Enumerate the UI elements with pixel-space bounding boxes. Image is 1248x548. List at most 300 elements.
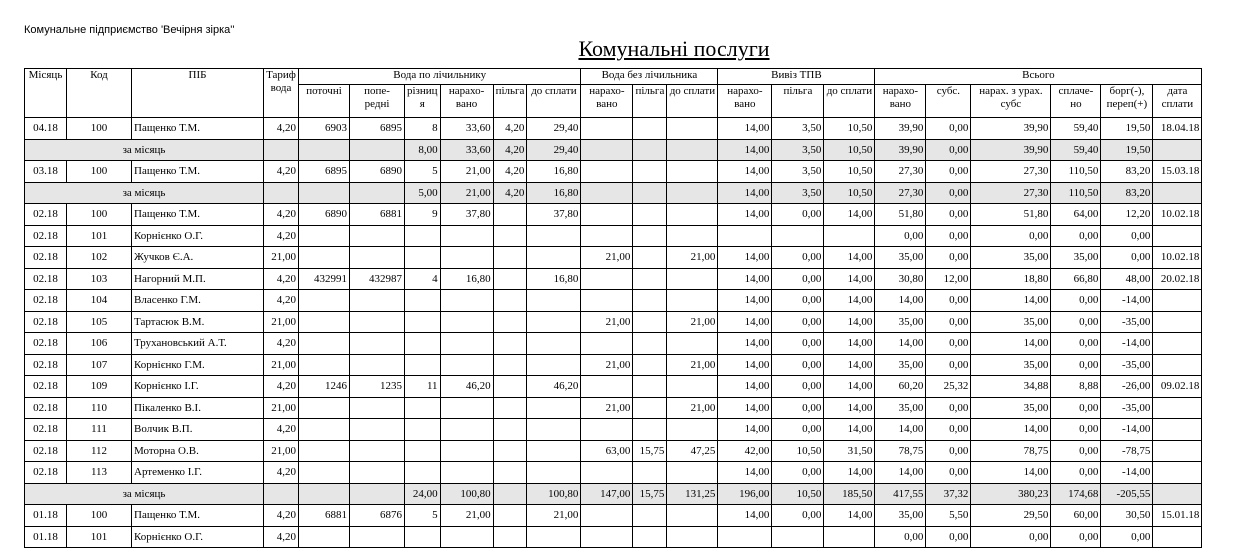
table-row [25, 290, 1202, 312]
cell [633, 354, 667, 376]
cell: 14,00 [971, 333, 1051, 355]
cell: 432991 [299, 268, 350, 290]
cell: 39,90 [875, 118, 926, 140]
cell [824, 225, 875, 247]
cell [350, 462, 405, 484]
cell: Моторна О.В. [132, 440, 264, 462]
cell [493, 354, 527, 376]
cell: 21,00 [264, 311, 299, 333]
cell [405, 290, 441, 312]
cell: 0,00 [1101, 526, 1153, 548]
cell: 417,55 [875, 483, 926, 505]
cell: 39,90 [971, 118, 1051, 140]
cell: 01.18 [25, 505, 67, 527]
cell [350, 526, 405, 548]
cell [633, 118, 667, 140]
cell: 14,00 [824, 311, 875, 333]
cell: 11 [405, 376, 441, 398]
cell [581, 161, 633, 183]
cell: 4,20 [264, 161, 299, 183]
cell [633, 290, 667, 312]
cell: 47,25 [667, 440, 718, 462]
cell [527, 526, 581, 548]
cell: 15,75 [633, 440, 667, 462]
cell [581, 182, 633, 204]
cell: 110 [67, 397, 132, 419]
cell [1153, 526, 1202, 548]
cell [1153, 483, 1202, 505]
cell [299, 462, 350, 484]
cell: 0,00 [926, 354, 971, 376]
cell [350, 419, 405, 441]
cell [350, 182, 405, 204]
cell: 01.18 [25, 526, 67, 548]
cell [1153, 397, 1202, 419]
cell: 02.18 [25, 225, 67, 247]
cell: 27,30 [875, 182, 926, 204]
cell: 78,75 [971, 440, 1051, 462]
cell: 6876 [350, 505, 405, 527]
cell [527, 354, 581, 376]
cell [493, 376, 527, 398]
cell: 0,00 [926, 333, 971, 355]
cell: 20.02.18 [1153, 268, 1202, 290]
cell [667, 462, 718, 484]
cell [299, 311, 350, 333]
cell [581, 204, 633, 226]
cell [527, 419, 581, 441]
cell: 51,80 [971, 204, 1051, 226]
cell: -78,75 [1101, 440, 1153, 462]
month-total-row [25, 139, 1202, 161]
cell: Артеменко І.Г. [132, 462, 264, 484]
cell: 10,50 [824, 139, 875, 161]
col-benefit: пільга [633, 85, 667, 118]
cell [633, 161, 667, 183]
cell: 02.18 [25, 440, 67, 462]
cell: 10.02.18 [1153, 204, 1202, 226]
cell [527, 333, 581, 355]
cell [718, 225, 772, 247]
cell: -35,00 [1101, 354, 1153, 376]
cell: 4,20 [493, 118, 527, 140]
cell: 432987 [350, 268, 405, 290]
cell: 12,00 [926, 268, 971, 290]
cell: 14,00 [824, 419, 875, 441]
col-benefit: пільга [493, 85, 527, 118]
cell: 14,00 [824, 376, 875, 398]
group-tpv: Вивіз ТПВ [718, 69, 875, 85]
cell: 83,20 [1101, 161, 1153, 183]
cell: 109 [67, 376, 132, 398]
cell: 0,00 [875, 526, 926, 548]
cell [633, 225, 667, 247]
cell: 4,20 [264, 419, 299, 441]
cell: 35,00 [875, 247, 926, 269]
cell: 35,00 [875, 354, 926, 376]
cell: 0,00 [1051, 311, 1101, 333]
col-topay: до сплати [824, 85, 875, 118]
cell: 4,20 [493, 182, 527, 204]
cell [581, 333, 633, 355]
cell: 37,80 [440, 204, 493, 226]
cell: 4,20 [264, 526, 299, 548]
cell [350, 139, 405, 161]
month-total-label: за місяць [25, 483, 264, 505]
cell: 21,00 [581, 397, 633, 419]
cell: 30,50 [1101, 505, 1153, 527]
cell [718, 526, 772, 548]
table-row [25, 397, 1202, 419]
cell: 14,00 [824, 290, 875, 312]
cell: 14,00 [824, 397, 875, 419]
cell [264, 139, 299, 161]
cell: Пащенко Т.М. [132, 204, 264, 226]
cell [633, 419, 667, 441]
cell [633, 397, 667, 419]
cell: 4,20 [264, 376, 299, 398]
cell: 4,20 [264, 268, 299, 290]
cell: 4,20 [493, 139, 527, 161]
organization-name: Комунальне підприємство 'Вечірня зірка'' [24, 24, 235, 36]
cell [405, 462, 441, 484]
cell: 14,00 [718, 290, 772, 312]
cell: -26,00 [1101, 376, 1153, 398]
table-body [25, 118, 1202, 548]
utilities-table [24, 68, 1202, 548]
cell: 8 [405, 118, 441, 140]
cell: 0,00 [1051, 419, 1101, 441]
cell: 6881 [350, 204, 405, 226]
table-row [25, 118, 1202, 140]
cell: -35,00 [1101, 311, 1153, 333]
cell [1153, 290, 1202, 312]
cell [633, 139, 667, 161]
cell [667, 505, 718, 527]
cell [824, 526, 875, 548]
col-charged-with-subsidy: нарах. з урах. субс [971, 85, 1051, 118]
cell: 0,00 [926, 290, 971, 312]
cell: 60,20 [875, 376, 926, 398]
cell: 0,00 [772, 333, 824, 355]
cell: 4,20 [264, 118, 299, 140]
cell [667, 419, 718, 441]
col-diff: різниц я [405, 85, 441, 118]
cell: 21,00 [667, 397, 718, 419]
cell: -14,00 [1101, 419, 1153, 441]
cell: 0,00 [926, 161, 971, 183]
cell: Корнієнко О.Г. [132, 225, 264, 247]
cell: 19,50 [1101, 118, 1153, 140]
cell: 380,23 [971, 483, 1051, 505]
cell: 14,00 [718, 462, 772, 484]
cell [440, 462, 493, 484]
cell [527, 225, 581, 247]
cell: 101 [67, 526, 132, 548]
col-previous: попе-редні [350, 85, 405, 118]
cell: 1246 [299, 376, 350, 398]
cell: 14,00 [718, 333, 772, 355]
table-row [25, 204, 1202, 226]
cell: 14,00 [824, 333, 875, 355]
cell [633, 333, 667, 355]
cell [299, 139, 350, 161]
cell: 10,50 [824, 118, 875, 140]
cell: 21,00 [581, 354, 633, 376]
cell: 0,00 [971, 225, 1051, 247]
cell: 14,00 [824, 247, 875, 269]
cell [440, 311, 493, 333]
cell: 4,20 [264, 204, 299, 226]
cell: 15.01.18 [1153, 505, 1202, 527]
cell [440, 225, 493, 247]
cell [299, 182, 350, 204]
cell [493, 290, 527, 312]
cell: 147,00 [581, 483, 633, 505]
month-total-label: за місяць [25, 182, 264, 204]
cell: -35,00 [1101, 397, 1153, 419]
cell: 6895 [299, 161, 350, 183]
cell [667, 526, 718, 548]
cell: 5,50 [926, 505, 971, 527]
cell: 16,80 [527, 161, 581, 183]
cell [527, 247, 581, 269]
cell: 64,00 [1051, 204, 1101, 226]
cell: 35,00 [875, 505, 926, 527]
cell: 16,80 [527, 182, 581, 204]
cell: -14,00 [1101, 462, 1153, 484]
cell: 112 [67, 440, 132, 462]
cell: 15.03.18 [1153, 161, 1202, 183]
cell: 196,00 [718, 483, 772, 505]
cell: 0,00 [772, 376, 824, 398]
table-row [25, 526, 1202, 548]
cell [405, 354, 441, 376]
cell [493, 247, 527, 269]
cell: 27,30 [875, 161, 926, 183]
cell: 35,00 [1051, 247, 1101, 269]
cell: 35,00 [971, 397, 1051, 419]
cell: 66,80 [1051, 268, 1101, 290]
cell: 02.18 [25, 290, 67, 312]
cell [581, 290, 633, 312]
cell: 14,00 [824, 268, 875, 290]
cell: 0,00 [926, 225, 971, 247]
cell [633, 311, 667, 333]
cell: 21,00 [581, 247, 633, 269]
cell [581, 139, 633, 161]
cell [581, 118, 633, 140]
cell: 0,00 [926, 139, 971, 161]
cell: 27,30 [971, 182, 1051, 204]
cell [493, 483, 527, 505]
cell: 14,00 [718, 505, 772, 527]
cell [405, 311, 441, 333]
cell: 14,00 [971, 462, 1051, 484]
cell [299, 440, 350, 462]
cell: 48,00 [1101, 268, 1153, 290]
cell: 0,00 [971, 526, 1051, 548]
cell: 14,00 [971, 290, 1051, 312]
cell [440, 333, 493, 355]
cell: 6895 [350, 118, 405, 140]
cell [1153, 419, 1202, 441]
cell [633, 462, 667, 484]
table-row [25, 354, 1202, 376]
cell: 0,00 [926, 311, 971, 333]
cell [350, 311, 405, 333]
cell [772, 526, 824, 548]
cell: 0,00 [1051, 526, 1101, 548]
cell [1153, 182, 1202, 204]
cell: 21,00 [440, 161, 493, 183]
cell [440, 354, 493, 376]
cell [350, 225, 405, 247]
cell: 100 [67, 505, 132, 527]
col-name: ПІБ [132, 69, 264, 118]
cell: 35,00 [875, 311, 926, 333]
cell: 14,00 [718, 118, 772, 140]
cell: 110,50 [1051, 182, 1101, 204]
cell [1153, 333, 1202, 355]
cell: 0,00 [1051, 397, 1101, 419]
cell: 78,75 [875, 440, 926, 462]
cell: 46,20 [527, 376, 581, 398]
cell: 0,00 [1051, 225, 1101, 247]
cell: 3,50 [772, 182, 824, 204]
cell: 0,00 [1051, 462, 1101, 484]
cell [405, 526, 441, 548]
cell [667, 333, 718, 355]
cell: 5 [405, 161, 441, 183]
cell [633, 505, 667, 527]
cell [440, 419, 493, 441]
cell: 102 [67, 247, 132, 269]
cell: 100,80 [440, 483, 493, 505]
cell: 0,00 [926, 204, 971, 226]
cell: 18,80 [971, 268, 1051, 290]
col-charged: нарахо-вано [718, 85, 772, 118]
cell: 02.18 [25, 419, 67, 441]
cell: -14,00 [1101, 290, 1153, 312]
cell: 113 [67, 462, 132, 484]
cell: 35,00 [971, 247, 1051, 269]
cell: 14,00 [824, 505, 875, 527]
cell: 0,00 [772, 290, 824, 312]
cell: 59,40 [1051, 139, 1101, 161]
cell [350, 247, 405, 269]
cell [1153, 139, 1202, 161]
cell: 4,20 [264, 290, 299, 312]
cell: 21,00 [527, 505, 581, 527]
cell [493, 462, 527, 484]
cell: Пащенко Т.М. [132, 505, 264, 527]
cell: 09.02.18 [1153, 376, 1202, 398]
cell: 31,50 [824, 440, 875, 462]
cell: 33,60 [440, 139, 493, 161]
cell [493, 505, 527, 527]
cell: 21,00 [667, 354, 718, 376]
cell: 14,00 [875, 462, 926, 484]
cell: 16,80 [440, 268, 493, 290]
cell: 21,00 [264, 247, 299, 269]
cell: 0,00 [926, 118, 971, 140]
cell: 103 [67, 268, 132, 290]
cell: 04.18 [25, 118, 67, 140]
cell: 02.18 [25, 204, 67, 226]
table-row [25, 440, 1202, 462]
cell [350, 290, 405, 312]
cell [527, 290, 581, 312]
cell [405, 440, 441, 462]
cell: 100 [67, 204, 132, 226]
cell: 0,00 [772, 462, 824, 484]
cell: 0,00 [772, 354, 824, 376]
cell: 14,00 [718, 376, 772, 398]
cell [299, 290, 350, 312]
col-benefit: пільга [772, 85, 824, 118]
cell: 3,50 [772, 161, 824, 183]
cell: 0,00 [926, 397, 971, 419]
cell: 30,80 [875, 268, 926, 290]
col-code: Код [67, 69, 132, 118]
cell [405, 397, 441, 419]
report-sheet [24, 68, 1202, 548]
table-row [25, 311, 1202, 333]
cell: 34,88 [971, 376, 1051, 398]
cell: 4,20 [264, 225, 299, 247]
cell: 6881 [299, 505, 350, 527]
cell: 21,00 [264, 354, 299, 376]
month-total-row [25, 182, 1202, 204]
cell [299, 354, 350, 376]
cell: 4,20 [264, 505, 299, 527]
cell: 29,40 [527, 139, 581, 161]
table-row [25, 333, 1202, 355]
cell [350, 397, 405, 419]
cell: 0,00 [1051, 333, 1101, 355]
cell [633, 268, 667, 290]
cell [667, 182, 718, 204]
cell [299, 247, 350, 269]
cell: 21,00 [440, 182, 493, 204]
cell: 21,00 [440, 505, 493, 527]
cell: 6903 [299, 118, 350, 140]
cell: 51,80 [875, 204, 926, 226]
cell: 60,00 [1051, 505, 1101, 527]
cell [581, 526, 633, 548]
cell [633, 182, 667, 204]
cell: 25,32 [926, 376, 971, 398]
cell: 174,68 [1051, 483, 1101, 505]
cell [493, 419, 527, 441]
cell [405, 247, 441, 269]
cell: 02.18 [25, 311, 67, 333]
cell: 35,00 [971, 311, 1051, 333]
cell [527, 311, 581, 333]
cell: 8,88 [1051, 376, 1101, 398]
cell [440, 247, 493, 269]
cell: Корнієнко І.Г. [132, 376, 264, 398]
cell: 14,00 [875, 333, 926, 355]
col-subsidy: субс. [926, 85, 971, 118]
cell [299, 419, 350, 441]
cell [667, 161, 718, 183]
cell: Пащенко Т.М. [132, 118, 264, 140]
cell [667, 225, 718, 247]
col-debt: борг(-), переп(+) [1101, 85, 1153, 118]
cell: 100 [67, 161, 132, 183]
